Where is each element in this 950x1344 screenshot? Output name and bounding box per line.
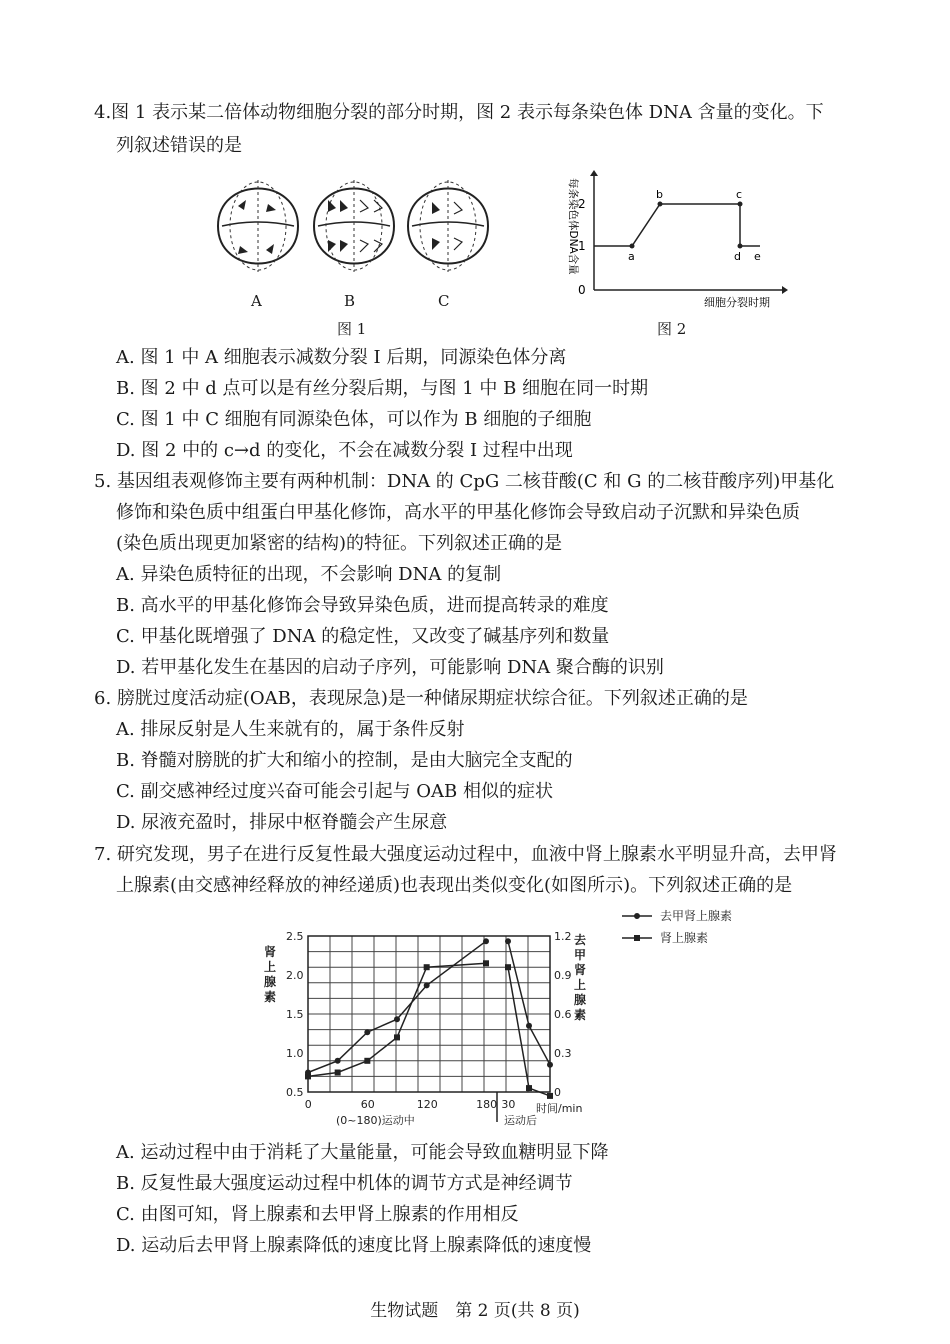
data-point-circle (364, 1029, 370, 1035)
legend-label: 肾上腺素 (660, 931, 709, 945)
left-tick-label: 1.5 (286, 1008, 304, 1021)
right-axis-label-char: 去 (574, 933, 587, 947)
x-axis-label: 时间/min (536, 1102, 583, 1115)
x-group-label-during: (0~180)运动中 (336, 1114, 415, 1127)
data-point-square (483, 960, 489, 966)
q5-stem-line1: 5. 基因组表观修饰主要有两种机制：DNA 的 CpG 二核苷酸(C 和 G 的二核苷酸序列)甲基化 (94, 471, 835, 492)
fig2-xlabel: 细胞分裂时期 (704, 296, 770, 309)
data-point-square (335, 1070, 341, 1076)
right-tick-label: 0 (554, 1086, 561, 1099)
right-tick-label: 0.6 (554, 1008, 572, 1021)
fig2-ytick-2: 2 (578, 197, 586, 211)
data-point-square (547, 1093, 553, 1099)
q5-option-d: D. 若甲基化发生在基因的启动子序列，可能影响 DNA 聚合酶的识别 (116, 657, 664, 678)
left-axis-label-char: 上 (264, 960, 277, 974)
q4-stem-line2: 列叙述错误的是 (116, 135, 242, 156)
fig2-ytick-0: 0 (578, 283, 586, 297)
x-tick-label: 120 (416, 1098, 438, 1111)
cell-label-b: B (344, 292, 356, 310)
q4-option-a: A. 图 1 中 A 细胞表示减数分裂 Ⅰ 后期，同源染色体分离 (116, 347, 567, 368)
cell-label-c: C (438, 292, 450, 310)
data-point-circle (505, 938, 511, 944)
fig2-point-b: b (656, 188, 663, 201)
q7-option-b: B. 反复性最大强度运动过程中机体的调节方式是神经调节 (116, 1173, 573, 1194)
fig2-point-c: c (736, 188, 743, 201)
left-tick-label: 0.5 (286, 1086, 304, 1099)
q4-option-b: B. 图 2 中 d 点可以是有丝分裂后期，与图 1 中 B 细胞在同一时期 (116, 378, 649, 399)
data-point-circle (335, 1058, 341, 1064)
figure-1-cells (210, 166, 500, 286)
series-line-circle (308, 941, 486, 1072)
data-point-circle (547, 1062, 553, 1068)
data-point-square (424, 964, 430, 970)
data-point-circle (526, 1023, 532, 1029)
right-axis-label-char: 素 (574, 1008, 587, 1022)
q6-option-b: B. 脊髓对膀胱的扩大和缩小的控制，是由大脑完全支配的 (116, 750, 573, 771)
data-point-circle (483, 938, 489, 944)
data-point-circle (394, 1016, 400, 1022)
q4-option-d: D. 图 2 中的 c→d 的变化，不会在减数分裂 Ⅰ 过程中出现 (116, 440, 573, 461)
legend-marker-circle (634, 913, 640, 919)
x-tick-label: 0 (304, 1098, 312, 1111)
fig2-ytick-1: 1 (578, 239, 586, 253)
q4-stem-line1: 4.图 1 表示某二倍体动物细胞分裂的部分时期，图 2 表示每条染色体 DNA 含量的变化。下 (94, 102, 824, 123)
fig2-point-a: a (628, 250, 635, 263)
right-axis-label-char: 腺 (574, 993, 587, 1007)
x-group-label-after: 运动后 (504, 1114, 537, 1127)
q5-option-c: C. 甲基化既增强了 DNA 的稳定性，又改变了碱基序列和数量 (116, 626, 610, 647)
fig2-ylabel: 每条染色体DNA含量 (567, 178, 579, 275)
q6-stem: 6. 膀胱过度活动症(OAB，表现尿急)是一种储尿期症状综合征。下列叙述正确的是 (94, 688, 748, 709)
legend-marker-square (634, 935, 640, 941)
right-axis-label-char: 肾 (574, 963, 587, 977)
data-point-circle (424, 982, 430, 988)
q5-stem-line2: 修饰和染色质中组蛋白甲基化修饰，高水平的甲基化修饰会导致启动子沉默和异染色质 (116, 502, 800, 523)
data-point-square (305, 1073, 311, 1079)
right-tick-label: 0.3 (554, 1047, 572, 1060)
q7-option-d: D. 运动后去甲肾上腺素降低的速度比肾上腺素降低的速度慢 (116, 1235, 592, 1256)
q7-option-a: A. 运动过程中由于消耗了大量能量，可能会导致血糖明显下降 (116, 1142, 609, 1163)
cell-label-a: A (251, 292, 262, 310)
x-tick-label: 180 (476, 1098, 498, 1111)
q4-option-c: C. 图 1 中 C 细胞有同源染色体，可以作为 B 细胞的子细胞 (116, 409, 592, 430)
q5-option-a: A. 异染色质特征的出现，不会影响 DNA 的复制 (116, 564, 502, 585)
left-tick-label: 2.0 (286, 969, 304, 982)
q6-option-c: C. 副交感神经过度兴奋可能会引起与 OAB 相似的症状 (116, 781, 553, 802)
figure-2-dna-chart (556, 170, 796, 315)
q7-stem-line1: 7. 研究发现，男子在进行反复性最大强度运动过程中，血液中肾上腺素水平明显升高，去甲肾 (94, 844, 837, 865)
data-point-square (505, 964, 511, 970)
left-tick-label: 1.0 (286, 1047, 304, 1060)
legend-label: 去甲肾上腺素 (660, 909, 733, 923)
figure-1-caption: 图 1 (337, 320, 367, 338)
right-tick-label: 1.2 (554, 930, 572, 943)
left-axis-label-char: 肾 (264, 945, 277, 959)
right-tick-label: 0.9 (554, 969, 572, 982)
right-axis-label-char: 甲 (574, 948, 587, 962)
left-axis-label-char: 腺 (264, 975, 277, 989)
data-point-square (526, 1085, 532, 1091)
data-point-square (394, 1034, 400, 1040)
page-footer: 生物试题 第 2 页(共 8 页) (370, 1301, 580, 1321)
fig2-point-d: d (734, 250, 741, 263)
left-tick-label: 2.5 (286, 930, 304, 943)
q7-stem-line2: 上腺素(由交感神经释放的神经递质)也表现出类似变化(如图所示)。下列叙述正确的是 (116, 875, 793, 896)
x-tick-label: 60 (360, 1098, 375, 1111)
figure-2-caption: 图 2 (657, 320, 687, 338)
x-tick-label: 30 (501, 1098, 516, 1111)
q7-option-c: C. 由图可知，肾上腺素和去甲肾上腺素的作用相反 (116, 1204, 519, 1225)
left-axis-label-char: 素 (264, 990, 277, 1004)
q6-option-d: D. 尿液充盈时，排尿中枢脊髓会产生尿意 (116, 812, 448, 833)
fig2-point-e: e (754, 250, 761, 263)
right-axis-label-char: 上 (574, 978, 587, 992)
data-point-square (364, 1058, 370, 1064)
hormone-line-chart (250, 900, 770, 1135)
q6-option-a: A. 排尿反射是人生来就有的，属于条件反射 (116, 719, 465, 740)
q5-stem-line3: (染色质出现更加紧密的结构)的特征。下列叙述正确的是 (116, 533, 563, 554)
q5-option-b: B. 高水平的甲基化修饰会导致异染色质，进而提高转录的难度 (116, 595, 609, 616)
